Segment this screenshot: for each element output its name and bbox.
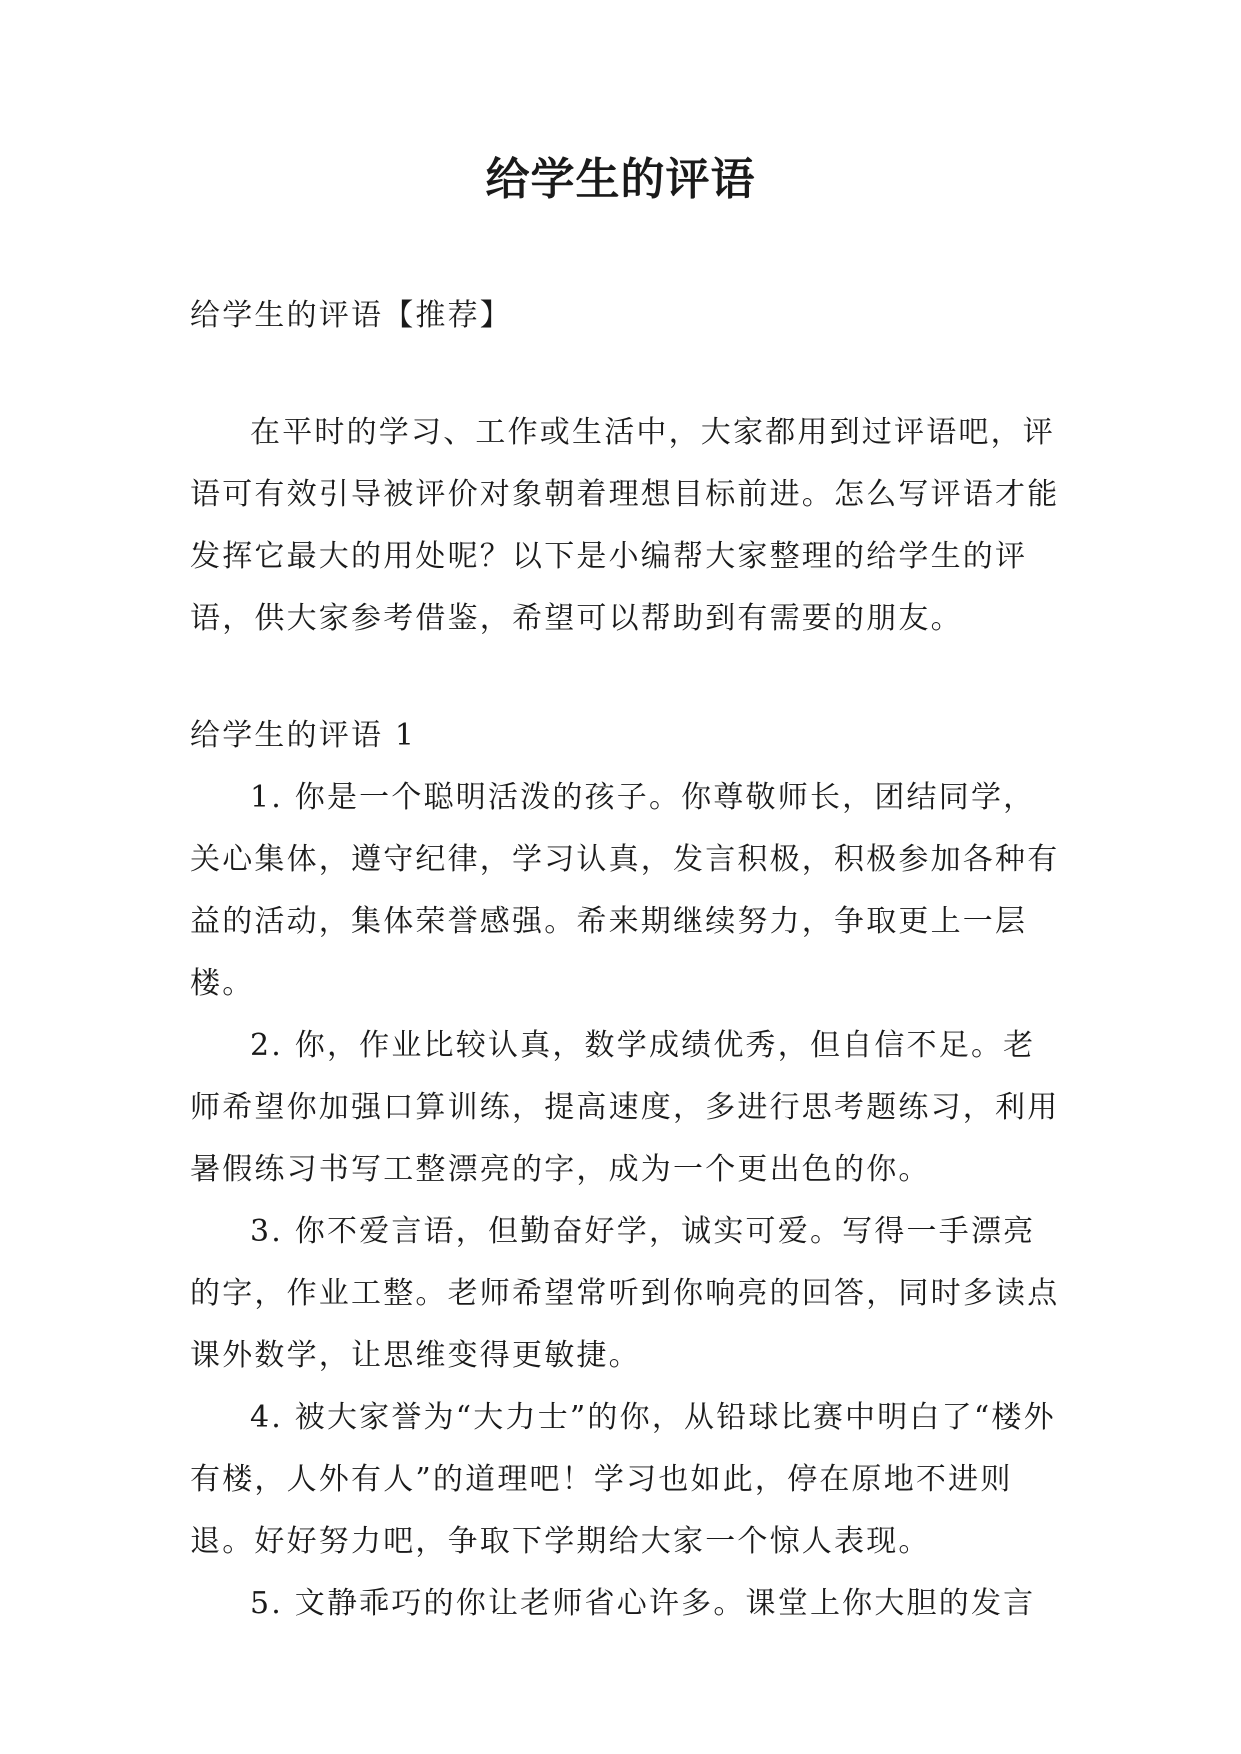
document-subtitle: 给学生的评语【推荐】 bbox=[190, 298, 512, 333]
comment-item-3: 3. 你不爱言语，但勤奋好学，诚实可爱。写得一手漂亮的字，作业工整。老师希望常听到你响亮的回答，同时多读点课外数学，让思维变得更敏捷。 bbox=[190, 1214, 1060, 1373]
comment-item-5: 5. 文静乖巧的你让老师省心许多。课堂上你大胆的发言 bbox=[250, 1586, 1036, 1621]
document-title: 给学生的评语 bbox=[485, 154, 756, 205]
section-heading: 给学生的评语 1 bbox=[190, 718, 417, 753]
comment-item-2: 2. 你，作业比较认真，数学成绩优秀，但自信不足。老师希望你加强口算训练，提高速度，多进行思考题练习，利用暑假练习书写工整漂亮的字，成为一个更出色的你。 bbox=[190, 1028, 1060, 1187]
comment-item-1: 1. 你是一个聪明活泼的孩子。你尊敬师长，团结同学，关心集体，遵守纪律，学习认真，发言积极，积极参加各种有益的活动，集体荣誉感强。希来期继续努力，争取更上一层楼。 bbox=[190, 780, 1060, 1001]
document-body bbox=[190, 285, 1062, 1635]
intro-paragraph: 在平时的学习、工作或生活中，大家都用到过评语吧，评语可有效引导被评价对象朝着理想目标前进。怎么写评语才能发挥它最大的用处呢？以下是小编帮大家整理的给学生的评语，供大家参考借鉴，希望可以帮助到有需要的朋友。 bbox=[190, 415, 1060, 636]
comment-item-4: 4. 被大家誉为“大力士”的你，从铅球比赛中明白了“楼外有楼，人外有人”的道理吧！学习也如此，停在原地不进则退。好好努力吧，争取下学期给大家一个惊人表现。 bbox=[190, 1400, 1056, 1559]
